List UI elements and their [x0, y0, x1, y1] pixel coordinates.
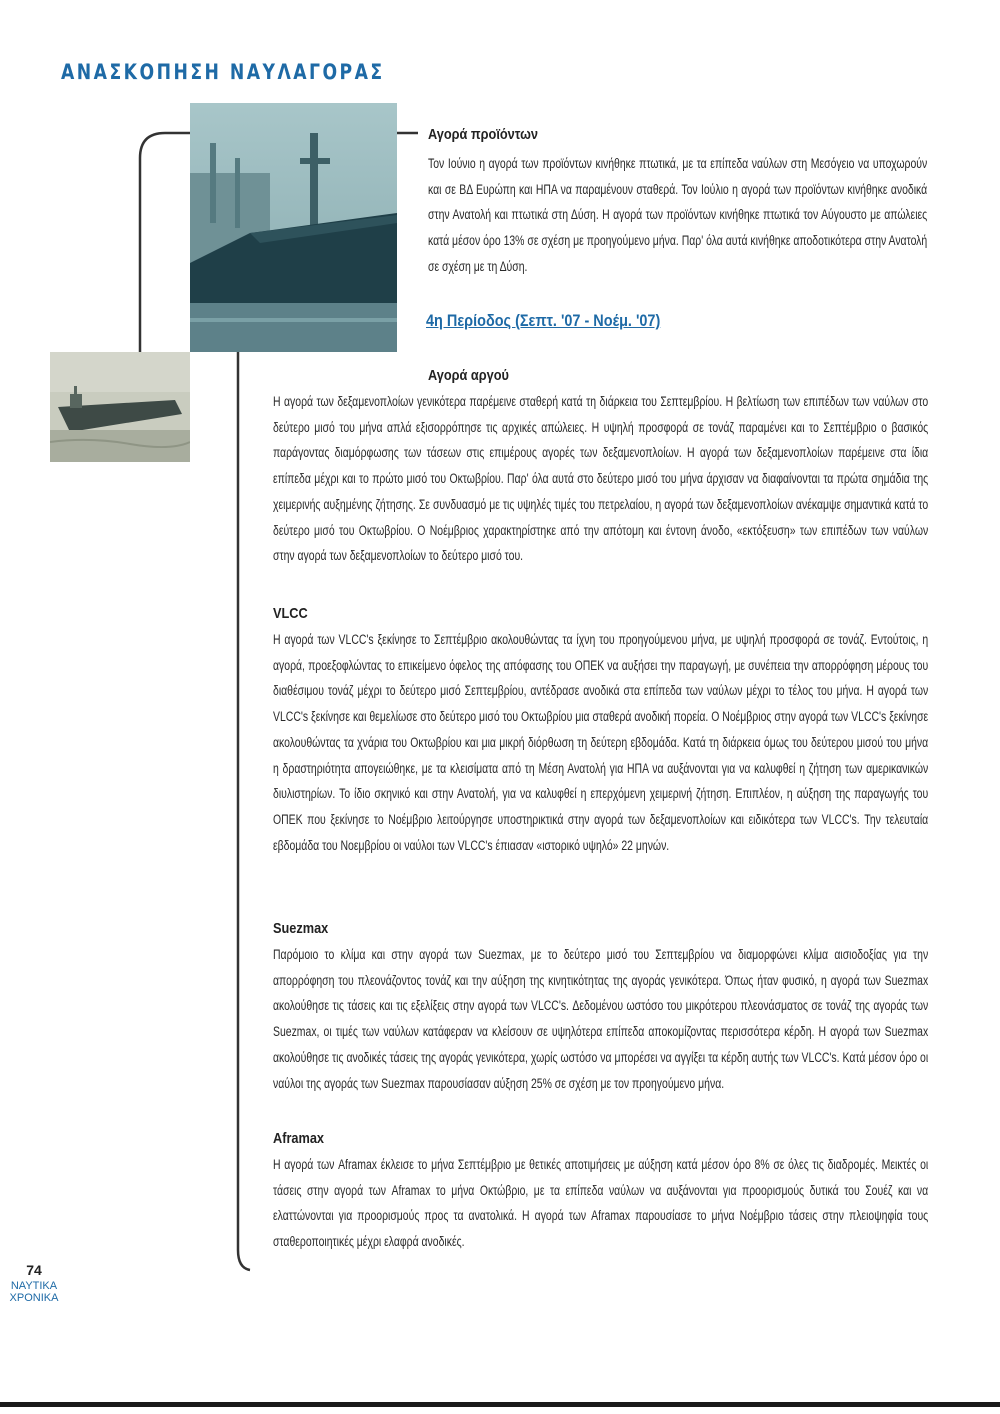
products-text: Τον Ιούνιο η αγορά των προϊόντων κινήθηκε πτωτικά, με τα επίπεδα ναύλων στη Μεσόγειο να υποχωρούν και σε ΒΔ Ευρώπη και ΗΠΑ να παραμένουν σταθερά. Τον Ιούλιο η αγορά των προϊόντων κινήθηκε ανοδικά στην Ανατολή και πτωτικά στη Δύση. Η αγορά των προϊόντων κινήθηκε πτωτικά τον Αύγουστο με απώλειες κατά μέσον όρο 13% σε σχέση με προηγούμενο μήνα. Παρ' όλα αυτά κινήθηκε αποδοτικότερα στην Ανατολή σε σχέση με τη Δύση. — [428, 156, 928, 274]
tanker-sea-photo — [50, 352, 190, 462]
magazine-name — [0, 1280, 68, 1304]
bottom-rule — [0, 1402, 1000, 1407]
tanker-ship-photo — [190, 103, 397, 352]
page-number: 74 — [26, 1262, 42, 1278]
magazine-line-2: ΧΡΟΝΙΚΑ — [9, 1292, 59, 1304]
aframax-text: Η αγορά των Aframax έκλεισε το μήνα Σεπτέμβριο με θετικές αποτιμήσεις με αύξηση κατά μέσον όρο 8% σε όλες τις διαδρομές. Μεικτές οι τάσεις στην αγορά των Aframax το μήνα Οκτώβριο, με τα επίπεδα ναύλων να αυξάνονται για προορισμούς δυτικά του Σουέζ και να ελαττώνονται για προορισμούς προς τα ανατολικά. Η αγορά των Aframax παρουσίασε το μήνα Νοέμβριο τάσεις στην πλειοψηφία τους σταθεροποιητικές μέχρι ελαφρά ανοδικές. — [273, 1157, 929, 1250]
products-heading: Αγορά προϊόντων — [428, 126, 538, 143]
crude-heading: Αγορά αργού — [428, 367, 509, 384]
period-heading: 4η Περίοδος (Σεπτ. '07 - Νοέμ. '07) — [426, 311, 661, 330]
vlcc-text: Η αγορά των VLCC's ξεκίνησε το Σεπτέμβριο ακολουθώντας τα ίχνη του προηγούμενου μήνα, με υψηλή προσφορά σε τονάζ. Εντούτοις, η αγορά, προεξοφλώντας το επικείμενο όφελος της απόφασης του ΟΠΕΚ να αυξήσει την παραγωγή, με συνέπεια την απορρόφηση μέρους του διαθέσιμου τονάζ μέχρι το δεύτερο μισό Σεπτεμβρίου, αντέδρασε ανοδικά στα επίπεδα των ναύλων μέχρι το τέλος του μήνα. Η αγορά των VLCC's ξεκίνησε και θεμελίωσε στο δεύτερο μισό του Οκτωβρίου μια σταθερά ανοδική πορεία. Ο Νοέμβριος στην αγορά των VLCC's ξεκίνησε ακολουθώντας τα χνάρια του Οκτωβρίου και μια μικρή διόρθωση τη δεύτερη εβδομάδα. Κατά τη διάρκεια όμως του δεύτερου μισού του μήνα η δραστηριότητα απογειώθηκε, με τα κλεισίματα από τη Μέση Ανατολή για ΗΠΑ να αυξάνονται για να καλυφθεί η ζήτηση των αμερικανικών διυλιστηρίων. Το ίδιο σκηνικό και στην Ανατολή, για να καλυφθεί η επερχόμενη χειμερινή ζήτηση. Επιπλέον, η αύξηση της παραγωγής του ΟΠΕΚ που ξεκίνησε το Νοέμβριο λειτούργησε υποστηρικτικά στην αγορά των δεξαμενοπλοίων και ειδικότερα των VLCC's. Την τελευταία εβδομάδα του Νοεμβρίου οι ναύλοι των VLCC's έπιασαν «ιστορικό υψηλό» 22 μηνών. — [273, 632, 929, 853]
vlcc-heading: VLCC — [273, 605, 308, 622]
aframax-heading: Aframax — [273, 1130, 325, 1147]
magazine-line-1: ΝΑΥΤΙΚΑ — [10, 1280, 58, 1292]
crude-text: Η αγορά των δεξαμενοπλοίων γενικότερα παρέμεινε σταθερή κατά τη διάρκεια του Σεπτεμβρίου. Η βελτίωση των επιπέδων των ναύλων στο δεύτερο μισό του μήνα απλά εξισορρόπησε τις αρχικές απώλειες. Η υψηλή προσφορά σε τονάζ παραμένει και το Σεπτέμβριο ο βασικός παράγοντας διαμόρφωσης των τάσεων στις επιμέρους αγορές των δεξαμενοπλοίων. Η αγορά των δεξαμενοπλοίων παρέμεινε στα ίδια επίπεδα μέχρι και το πρώτο μισό του Οκτωβρίου. Παρ' όλα αυτά στο δεύτερο μισό του μήνα άρχισαν να διαφαίνονται τα πρώτα σημάδια της χειμερινής αυξημένης ζήτησης. Σε συνδυασμό με τις υψηλές τιμές του πετρελαίου, η αγορά των δεξαμενοπλοίων ανέκαμψε σημαντικά κατά το δεύτερο μισό του Οκτωβρίου. Ο Νοέμβριος χαρακτηρίστηκε από την απότομη και έντονη άνοδο, «εκτόξευση» των επιπέδων των ναύλων στην αγορά των δεξαμενοπλοίων το δεύτερο μισό του. — [273, 394, 929, 564]
suezmax-text: Παρόμοιο το κλίμα και στην αγορά των Suezmax, με το δεύτερο μισό του Σεπτεμβρίου να διαμορφώνει κλίμα αισιοδοξίας για την απορρόφηση του πλεονάζοντος τονάζ και την αύξηση της κινητικότητας της αγοράς γενικότερα. Όπως ήταν φυσικό, η αγορά των Suezmax ακολούθησε τις τάσεις και τις εξελίξεις στην αγορά των VLCC's. Δεδομένου ωστόσο του μικρότερου πλεονάσματος σε τονάζ της αγοράς των Suezmax, οι τιμές των ναύλων κατάφεραν να κλείσουν σε υψηλότερα επίπεδα αποκομίζοντας περισσότερα κέρδη. Η αγορά των Suezmax ακολούθησε τις ανοδικές τάσεις της αγοράς γενικότερα, χωρίς ωστόσο να μπορέσει να αγγίξει τα κέρδη αυτής των VLCC's. Κατά μέσον όρο οι ναύλοι της αγοράς των Suezmax παρουσίασαν αύξηση 25% σε σχέση με τον προηγούμενο μήνα. — [273, 947, 929, 1091]
suezmax-heading: Suezmax — [273, 920, 329, 937]
page-title: ΑΝΑΣΚΟΠΗΣΗ ΝΑΥΛΑΓΟΡΑΣ — [61, 60, 385, 84]
